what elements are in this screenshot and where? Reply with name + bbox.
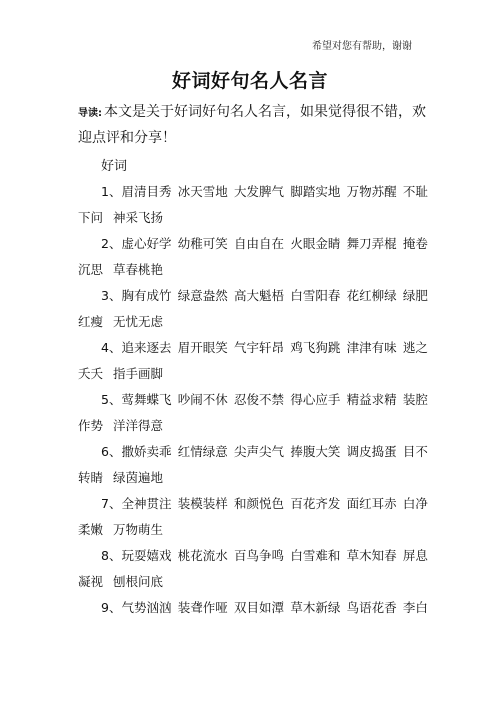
entry-word: 逃之 [402,340,428,355]
entry-line [78,595,428,621]
entry-word: 吵闹不休 [177,392,228,407]
entry-word: 3、胸有成竹 [101,288,172,303]
intro-paragraph [78,100,428,150]
entry-word: 眉开眼笑 [177,340,228,355]
list-item [78,283,428,335]
list-item [78,543,428,595]
entry-word: 2、虚心好学 [101,236,172,251]
intro-label: 导读: [78,108,102,119]
entry-word: 鸟语花香 [346,600,397,615]
entry-line-continued [78,205,428,231]
entry-word: 柔嫩 [78,522,104,537]
entry-word: 大发脾气 [234,184,285,199]
entry-word: 转睛 [78,470,104,485]
entry-word: 舞刀弄棍 [346,236,397,251]
entry-line-continued [78,309,428,335]
entry-word: 指手画脚 [113,366,164,381]
entry-line [78,179,428,205]
entry-word: 冰天雪地 [177,184,228,199]
entry-word: 精益求精 [346,392,397,407]
entry-word: 神采飞扬 [113,210,164,225]
entry-word: 白净 [402,496,428,511]
entry-word: 1、眉清目秀 [101,184,172,199]
entry-word: 白雪难和 [290,548,341,563]
entry-word: 草木新绿 [290,600,341,615]
entry-word: 万物萌生 [113,522,164,537]
document-title: 好词好句名人名言 [171,70,328,92]
entry-word: 6、撒娇卖乖 [101,444,172,459]
entry-word: 红瘦 [78,314,104,329]
entry-word: 自由自在 [234,236,285,251]
entry-word: 百鸟争鸣 [234,548,285,563]
list-item [78,387,428,439]
entry-word: 凝视 [78,574,104,589]
entry-line-continued [78,569,428,595]
entry-word: 9、气势汹汹 [101,600,172,615]
entry-word: 掩卷 [402,236,428,251]
intro-text: 本文是关于好词好句名人名言，如果觉得很不错，欢迎点评和分享！ [78,104,426,146]
header-note: 希望对您有帮助，谢谢 [312,41,412,52]
entry-line [78,439,428,465]
entry-word: 高大魁梧 [234,288,285,303]
entry-word: 脚踏实地 [290,184,341,199]
entry-word: 装模装样 [177,496,228,511]
entry-line [78,387,428,413]
entry-word: 百花齐发 [290,496,341,511]
entry-word: 白雪阳春 [290,288,341,303]
entry-word: 幼稚可笑 [177,236,228,251]
entry-word: 李白 [402,600,428,615]
entry-word: 捧腹大笑 [290,444,341,459]
entry-word: 绿肥 [402,288,428,303]
entry-word: 绿茵遍地 [113,470,164,485]
entry-word: 4、追来逐去 [101,340,172,355]
entry-word: 草春桃艳 [113,262,164,277]
entry-word: 双目如潭 [234,600,285,615]
list-item [78,231,428,283]
entry-word: 面红耳赤 [346,496,397,511]
entry-word: 不耻 [402,184,428,199]
entry-word: 刨根问底 [113,574,164,589]
entry-word: 火眼金睛 [290,236,341,251]
entry-word: 花红柳绿 [346,288,397,303]
entry-word: 沉思 [78,262,104,277]
list-item [78,335,428,387]
entry-word: 装腔 [402,392,428,407]
entry-word: 鸡飞狗跳 [290,340,341,355]
section-title: 好词 [101,159,128,174]
entry-word: 7、全神贯注 [101,496,172,511]
entry-line [78,231,428,257]
entry-word: 红情绿意 [177,444,228,459]
entry-word: 忍俊不禁 [234,392,285,407]
entry-word: 万物苏醒 [346,184,397,199]
entry-word: 桃花流水 [177,548,228,563]
entry-word: 下问 [78,210,104,225]
entry-word: 装聋作哑 [177,600,228,615]
list-item [78,439,428,491]
entry-list [78,179,428,621]
entry-word: 和颜悦色 [234,496,285,511]
list-item [78,491,428,543]
entry-word: 夭夭 [78,366,104,381]
entry-word: 作势 [78,418,104,433]
entry-line-continued [78,413,428,439]
entry-word: 5、莺舞蝶飞 [101,392,172,407]
entry-word: 无忧无虑 [113,314,164,329]
entry-line-continued [78,257,428,283]
list-item [78,179,428,231]
entry-line-continued [78,517,428,543]
entry-line [78,335,428,361]
entry-word: 得心应手 [290,392,341,407]
entry-line-continued [78,465,428,491]
entry-line [78,283,428,309]
entry-word: 气宇轩昂 [234,340,285,355]
entry-line [78,543,428,569]
entry-word: 洋洋得意 [113,418,164,433]
entry-word: 屏息 [402,548,428,563]
entry-word: 绿意盎然 [177,288,228,303]
list-item [78,595,428,621]
entry-line-continued [78,361,428,387]
entry-word: 草木知春 [346,548,397,563]
entry-line [78,491,428,517]
entry-word: 津津有味 [346,340,397,355]
entry-word: 尖声尖气 [234,444,285,459]
entry-word: 目不 [402,444,428,459]
entry-word: 调皮捣蛋 [346,444,397,459]
entry-word: 8、玩耍嬉戏 [101,548,172,563]
